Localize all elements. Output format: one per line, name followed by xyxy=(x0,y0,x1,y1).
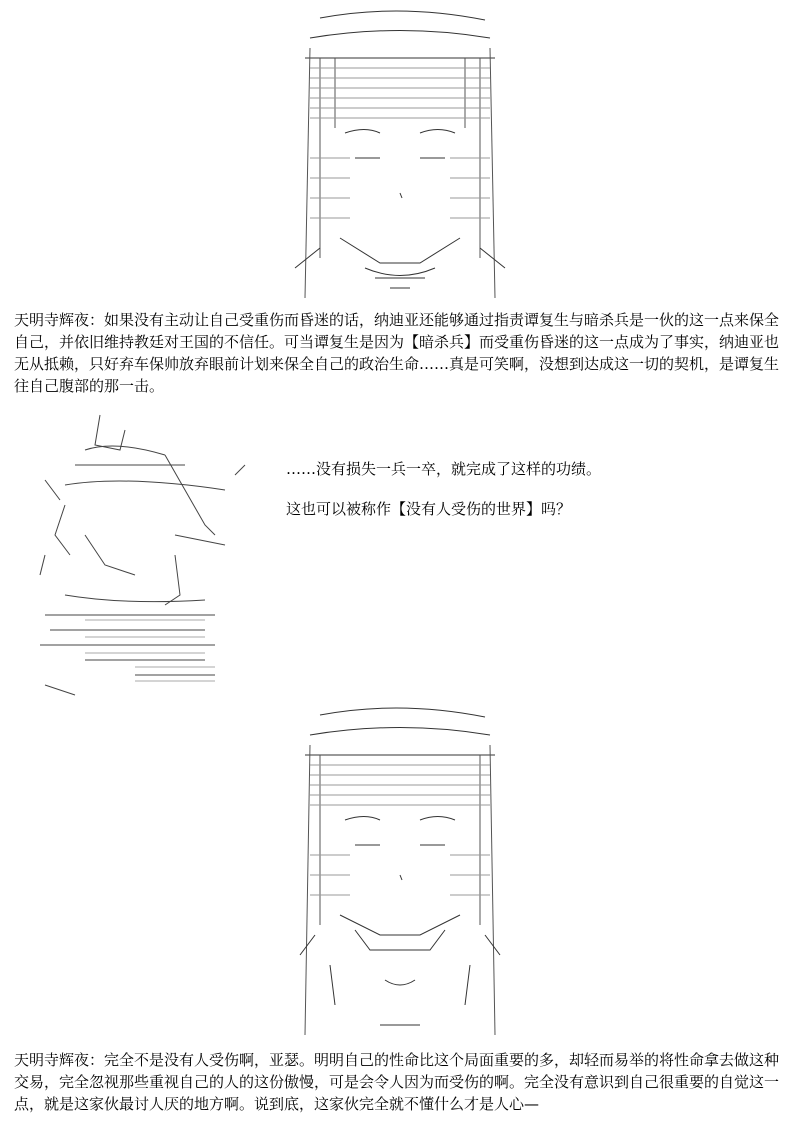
character-illustration-top xyxy=(280,8,520,308)
dialogue-text: 如果没有主动让自己受重伤而昏迷的话，纳迪亚还能够通过指责谭复生与暗杀兵是一伙的这一点来保全自己，并依旧维持教廷对王国的不信任。可当谭复生是因为【暗杀兵】而受重伤昏迷的这一点成为了事实，纳迪亚也无从抵赖，只好弃车保帅放弃眼前计划来保全自己的政治生命……真是可笑啊，没想到达成这一切的契机，是谭复生往自己腹部的那一击。 xyxy=(14,311,780,395)
speaker-name: 天明寺辉夜 xyxy=(14,311,90,329)
character-illustration-bottom xyxy=(280,705,520,1045)
dialogue-block-1 xyxy=(14,309,786,397)
speaker-separator: ： xyxy=(89,311,105,329)
character-illustration-middle xyxy=(25,405,275,705)
dialogue-line-2: 这也可以被称作【没有人受伤的世界】吗？ xyxy=(286,500,572,518)
dialogue-line-1: ……没有损失一兵一卒，就完成了这样的功绩。 xyxy=(286,460,602,478)
dialogue-text: 完全不是没有人受伤啊，亚瑟。明明自己的性命比这个局面重要的多，却轻而易举的将性命拿去做这种交易，完全忽视那些重视自己的人的这份傲慢，可是会令人因为而受伤的啊。完全没有意识到自己很重要的自觉这一点，就是这家伙最讨人厌的地方啊。说到底，这家伙完全就不懂什么才是人心— xyxy=(14,1051,780,1113)
speaker-name: 天明寺辉夜 xyxy=(14,1051,90,1069)
speaker-separator: ： xyxy=(89,1051,105,1069)
dialogue-block-2 xyxy=(14,1049,786,1115)
